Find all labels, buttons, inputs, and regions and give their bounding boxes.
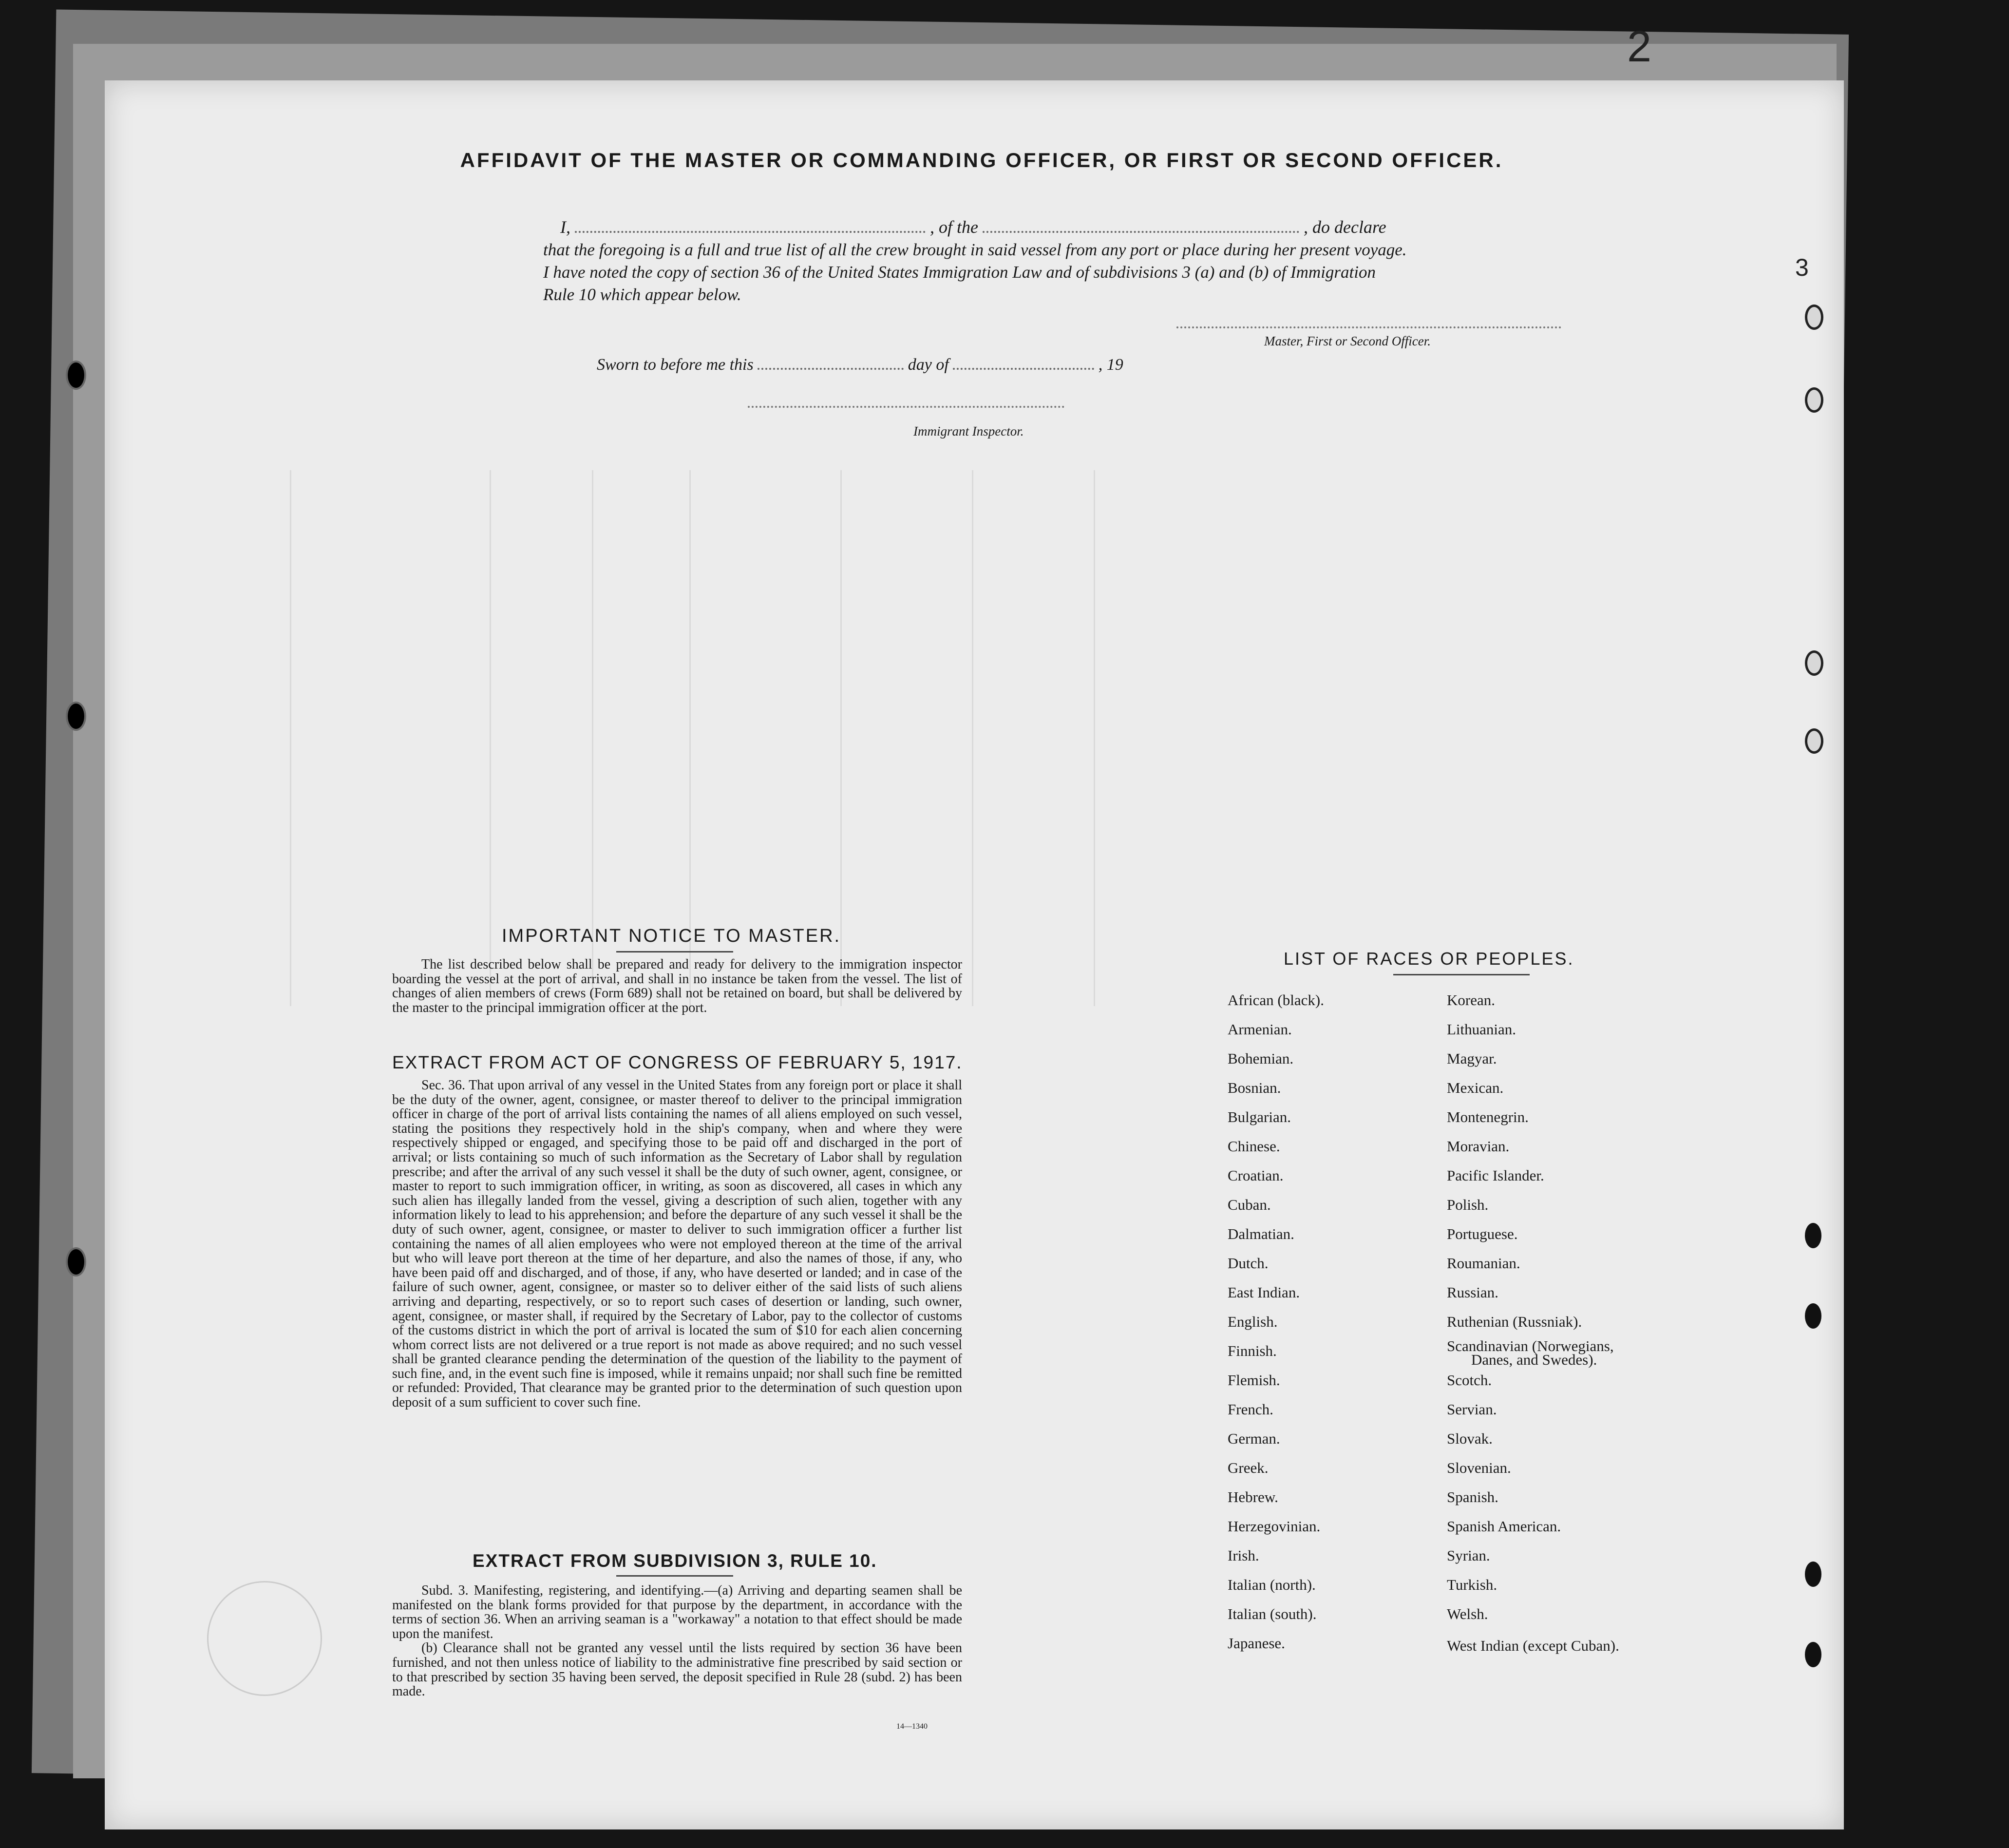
race-item: Turkish. [1447,1576,1497,1593]
race-item: African (black). [1228,991,1324,1009]
race-item: Scandinavian (Norwegians, [1447,1337,1614,1354]
race-item: Dalmatian. [1228,1225,1294,1242]
rule-text [392,1583,962,1699]
sworn-text: Sworn to before me this [597,356,754,374]
binder-hole [1805,650,1823,676]
binder-hole [66,1247,86,1276]
race-item: Welsh. [1447,1605,1488,1622]
binder-hole [1805,1223,1821,1248]
race-item: Polish. [1447,1196,1489,1213]
year-text: , 19 [1098,356,1123,374]
race-item: English. [1228,1313,1278,1330]
race-item: Herzegovinian. [1228,1518,1321,1535]
affidavit-of-the: , of the [930,217,978,237]
day-blank[interactable] [758,364,904,370]
rule-text-b: (b) Clearance shall not be granted any vessel until the lists required by section 36 have been furnished, and not then unless notice of liability to the administrative fine prescribed by said section or to that prescribed by section 35 having been served, the deposit specified in Rule 28 (subd. 2) has been made. [392,1640,962,1699]
ghost-rule [1094,470,1095,1006]
affidavit-line-4: Rule 10 which appear below. [543,285,741,304]
rule-text-a: Subd. 3. Manifesting, registering, and identifying.—(a) Arriving and departing seamen shall be manifested on the blank forms provided for that purpose by the department, in accordance with the terms of section 36. When an arriving seaman is a "workaway" a notation to that effect should be made upon the manifest. [392,1583,962,1641]
race-item: Ruthenian (Russniak). [1447,1313,1582,1330]
race-item: German. [1228,1430,1280,1447]
binder-hole [1805,1642,1821,1667]
master-signature-line[interactable] [1176,326,1561,328]
race-item: Italian (north). [1228,1576,1316,1593]
race-item: Moravian. [1447,1138,1510,1155]
sworn-line [597,356,1123,374]
ghost-rule [490,470,491,1006]
ghost-rule [972,470,973,1006]
race-item: Slovak. [1447,1430,1493,1447]
race-item: Dutch. [1228,1255,1269,1272]
faint-stamp [207,1581,322,1696]
race-item: Cuban. [1228,1196,1271,1213]
race-item: Lithuanian. [1447,1021,1516,1038]
form-sheet [105,80,1844,1829]
race-item: Finnish. [1228,1342,1277,1359]
race-item: Irish. [1228,1547,1259,1564]
race-item: Spanish. [1447,1488,1498,1505]
race-item: Scotch. [1447,1372,1492,1389]
race-item: Syrian. [1447,1547,1490,1564]
race-item: Japanese. [1228,1635,1285,1652]
title-rule [1393,974,1530,975]
race-item: Magyar. [1447,1050,1497,1067]
race-item: Russian. [1447,1284,1498,1301]
inspector-signature-label: Immigrant Inspector. [913,424,1024,438]
binder-hole [1805,387,1823,413]
affidavit-line-2: that the foregoing is a full and true list of all the crew brought in said vessel from any port or place during her present voyage. [543,240,1407,259]
notice-title: IMPORTANT NOTICE TO MASTER. [502,926,841,946]
race-item: Mexican. [1447,1079,1504,1096]
binder-hole [1805,305,1823,330]
race-item: Chinese. [1228,1138,1280,1155]
act-text: Sec. 36. That upon arrival of any vessel in the United States from any foreign port or place it shall be the duty of the owner, agent, consignee, or master thereof to deliver to the principal immigration officer in charge of the port of arrival lists containing the names of all aliens employed on such vessel, stating the positions they respectively hold in the ship's company, when and where they were respectively shipped or engaged, and specifying those to be paid off and discharged in the port of arrival; or lists containing so much of such information as the Secretary of Labor shall by regulation prescribe; and after the arrival of any such vessel it shall be the duty of such owner, agent, consignee, or master to report to such immigration officer, in writing, as soon as discovered, all cases in which any such alien has illegally landed from the vessel, giving a description of such alien, together with any information likely to lead to his apprehension; and before the departure of any such vessel it shall be the duty of such owner, agent, consignee, or master to deliver to such immigration officer a further list containing the names of all alien employees who were not employed thereon at the time of the arrival but who will leave port thereon at the time of her departure, and also the names of those, if any, who have been paid off and discharged, and of those, if any, who have deserted or landed; and in case of the failure of such owner, agent, consignee, or master so to deliver either of the said lists of such aliens arriving and departing, respectively, or so to report such cases of desertion or landing, such owner, agent, consignee, or master shall, if required by the Secretary of Labor, pay to the collector of customs of the customs district in which the port of arrival is located the sum of $10 for each alien concerning whom correct lists are not delivered or a true report is not made as above required; and no such vessel shall be granted clearance pending the determination of the question of the liability to the payment of such fine, and, in the event such fine is imposed, while it remains unpaid; nor shall such fine be remitted or refunded: Provided, That clearance may be granted prior to the determination of such question upon deposit of a sum sufficient to cover such fine. [392,1078,962,1410]
month-blank[interactable] [953,364,1094,370]
affidavit-declare: , do declare [1303,217,1386,237]
rule-title: EXTRACT FROM SUBDIVISION 3, RULE 10. [473,1551,877,1571]
affidavit-line-3: I have noted the copy of section 36 of the United States Immigration Law and of subdivisions 3 (a) and (b) of Immigration [543,263,1376,282]
form-number: 14—1340 [896,1722,928,1731]
affidavit-i: I, [560,217,570,237]
race-item: French. [1228,1401,1273,1418]
affidavit-line-1 [560,217,1386,237]
day-of-text: day of [908,356,949,374]
affidavit-title: AFFIDAVIT OF THE MASTER OR COMMANDING OFFICER, OR FIRST OR SECOND OFFICER. [460,149,1503,171]
race-item: East Indian. [1228,1284,1300,1301]
binder-hole [66,361,86,390]
side-mark: 3 [1795,254,1809,281]
race-item: Italian (south). [1228,1605,1317,1622]
vessel-blank[interactable] [983,227,1299,233]
race-item: Slovenian. [1447,1459,1511,1476]
race-item: Roumanian. [1447,1255,1520,1272]
notice-text: The list described below shall be prepared and ready for delivery to the immigration inspector boarding the vessel at the port of arrival, and shall in no instance be taken from the vessel. The list of changes of alien members of crews (Form 689) shall not be retained on board, but shall be delivered by the master to the principal immigration officer at the port. [392,957,962,1015]
race-item: Montenegrin. [1447,1108,1529,1125]
binder-hole [66,702,86,731]
race-item: Korean. [1447,991,1495,1009]
race-item: Bohemian. [1228,1050,1294,1067]
master-signature-label: Master, First or Second Officer. [1264,334,1431,348]
race-item: Portuguese. [1447,1225,1518,1242]
race-item: Pacific Islander. [1447,1167,1544,1184]
page-number-mark: 2 [1627,22,1652,71]
binder-hole [1805,1303,1821,1329]
act-title: EXTRACT FROM ACT OF CONGRESS OF FEBRUARY 5, 1917. [392,1052,963,1072]
binder-hole [1805,728,1823,754]
race-item: Danes, and Swedes). [1471,1351,1597,1368]
race-item: Spanish American. [1447,1518,1561,1535]
race-item: Armenian. [1228,1021,1292,1038]
race-item: Greek. [1228,1459,1269,1476]
race-item: Flemish. [1228,1372,1280,1389]
races-title: LIST OF RACES OR PEOPLES. [1284,949,1574,969]
race-item: Bulgarian. [1228,1108,1291,1125]
race-item: Servian. [1447,1401,1497,1418]
name-blank[interactable] [575,227,926,233]
inspector-signature-line[interactable] [748,406,1064,408]
race-item: Hebrew. [1228,1488,1278,1505]
ghost-rule [290,470,291,1006]
race-item: Croatian. [1228,1167,1284,1184]
title-rule [616,1575,733,1577]
race-item: West Indian (except Cuban). [1447,1637,1619,1654]
binder-hole [1805,1562,1821,1587]
title-rule [616,951,733,953]
race-item: Bosnian. [1228,1079,1281,1096]
